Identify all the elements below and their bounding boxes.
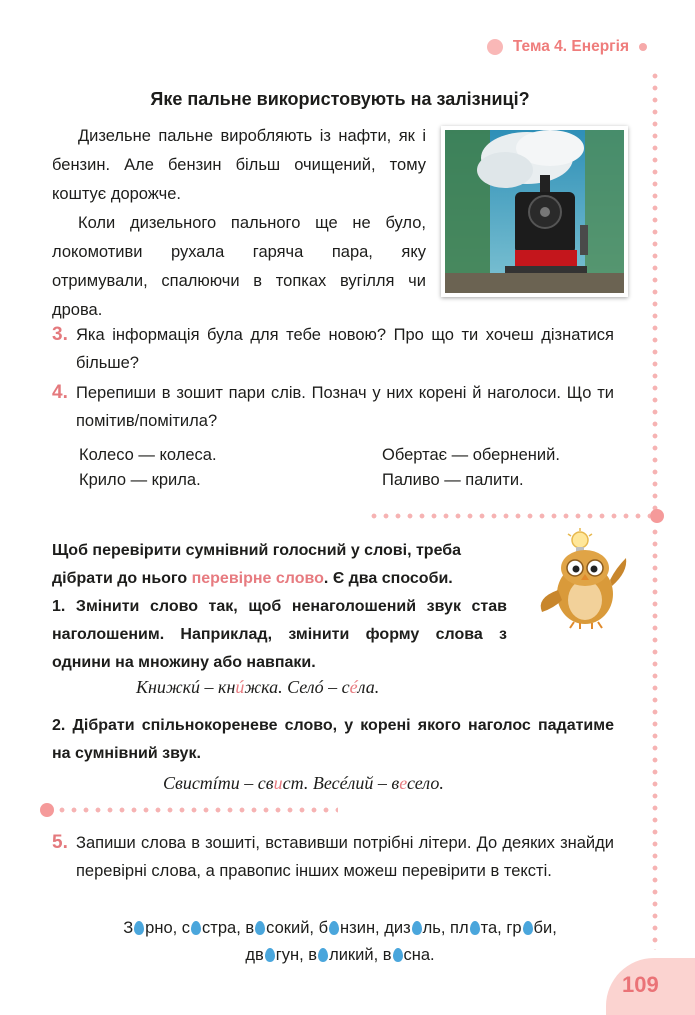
word-fragment: нзин, диз — [340, 919, 411, 937]
divider-bottom-start-dot-icon — [40, 803, 54, 817]
word-fragment: гун, в — [275, 946, 318, 964]
water-drop-icon — [393, 948, 403, 962]
word-fragment: ль, пл — [422, 919, 469, 937]
topic-title: Тема 4. Енергія — [512, 38, 629, 55]
task-3-number: 3. — [52, 324, 68, 345]
word-fragment: сокий, б — [266, 919, 329, 937]
word-pair-3: Крило — крила. — [79, 471, 201, 489]
example-2-vowel-b: е — [399, 773, 407, 793]
task-3 — [52, 321, 614, 377]
example-2 — [163, 773, 444, 794]
example-1-vowel-b: é — [349, 677, 358, 697]
word-pair-1: Колесо — колеса. — [79, 446, 217, 464]
task-3-text: Яка інформація була для тебе новою? Про що ти хочеш дізнатися більше? — [76, 326, 614, 372]
paragraph-diesel: Дизельне пальне виробляють із нафти, як і бензин. Але бензин більш очищений, тому коштує дорожче. — [52, 127, 426, 203]
water-drop-icon — [191, 921, 201, 935]
rule-method-1: 1. Змінити слово так, щоб ненаголошений звук став наголошеним. Наприклад, змінити форму слова з однини на множину або навпаки. — [52, 598, 507, 671]
task-4-number: 4. — [52, 382, 68, 403]
word-fragment: ликий, в — [329, 946, 392, 964]
divider-top-end-dot-icon — [650, 509, 664, 523]
water-drop-icon — [412, 921, 422, 935]
example-1-part-a: Книжкú – кн — [136, 677, 236, 697]
word-fragment: З — [123, 919, 134, 937]
rule-highlight-term: перевірне слово — [191, 570, 324, 587]
header-small-dot-icon — [639, 43, 647, 51]
water-drop-icon — [265, 948, 275, 962]
example-2-part-b: ст. Весéлий – в — [282, 773, 400, 793]
divider-top — [368, 513, 650, 519]
word-fragment: стра, в — [202, 919, 255, 937]
example-2-part-c: село. — [407, 773, 444, 793]
example-2-part-a: Свистíти – св — [163, 773, 274, 793]
paragraph-steam: Коли дизельного пального ще не було, локомотиви рухала гаряча пара, яку отримували, спалюючи в топках вугілля чи дрова. — [52, 214, 426, 319]
task-5-number: 5. — [52, 832, 68, 853]
example-1-part-b: жка. Селó – с — [244, 677, 350, 697]
example-1 — [136, 677, 379, 698]
example-1-vowel-a: ú — [235, 677, 245, 697]
word-fragment: та, гр — [480, 919, 522, 937]
section-heading: Яке пальне використовують на залізниці? — [150, 89, 530, 109]
water-drop-icon — [329, 921, 339, 935]
header-dot-icon — [487, 39, 503, 55]
divider-bottom — [56, 807, 338, 813]
word-fragment: сна. — [403, 946, 435, 964]
owl-lightbulb-icon — [530, 528, 635, 630]
example-2-vowel-a: и — [273, 773, 283, 793]
water-drop-icon — [470, 921, 480, 935]
page-number: 109 — [622, 972, 659, 997]
water-drop-icon — [318, 948, 328, 962]
steam-locomotive-photo — [441, 126, 628, 297]
word-fragment: рно, с — [145, 919, 191, 937]
page-header — [487, 38, 647, 56]
steam-locomotive-illustration — [445, 130, 624, 293]
rule-intro-text-2: . Є два способи. — [323, 570, 453, 587]
task-4-text: Перепиши в зошит пари слів. Познач у них корені й наголоси. Що ти помітив/помітила? — [76, 384, 614, 430]
words-line-1 — [60, 914, 620, 942]
water-drop-icon — [523, 921, 533, 935]
task-5 — [52, 829, 614, 885]
word-pair-2: Обертає — обернений. — [382, 446, 560, 464]
rule-intro-text-1: Щоб перевірити сумнівний голосний у слові, треба дібрати до нього — [52, 542, 462, 587]
word-fragment: дв — [245, 946, 264, 964]
word-pair-4: Паливо — палити. — [382, 471, 524, 489]
task-5-text: Запиши слова в зошиті, вставивши потрібні літери. До деяких знайди перевірні слова, а правопис інших можеш перевірити в тексті. — [76, 834, 614, 880]
rule-method-2: 2. Дібрати спільнокореневе слово, у корені якого наголос падатиме на сумнівний звук. — [52, 717, 614, 762]
words-line-2 — [60, 941, 620, 969]
task-4 — [52, 379, 614, 435]
water-drop-icon — [255, 921, 265, 935]
word-fragment: би, — [533, 919, 557, 937]
rule-intro — [52, 537, 522, 593]
example-1-part-c: ла. — [357, 677, 380, 697]
water-drop-icon — [134, 921, 144, 935]
